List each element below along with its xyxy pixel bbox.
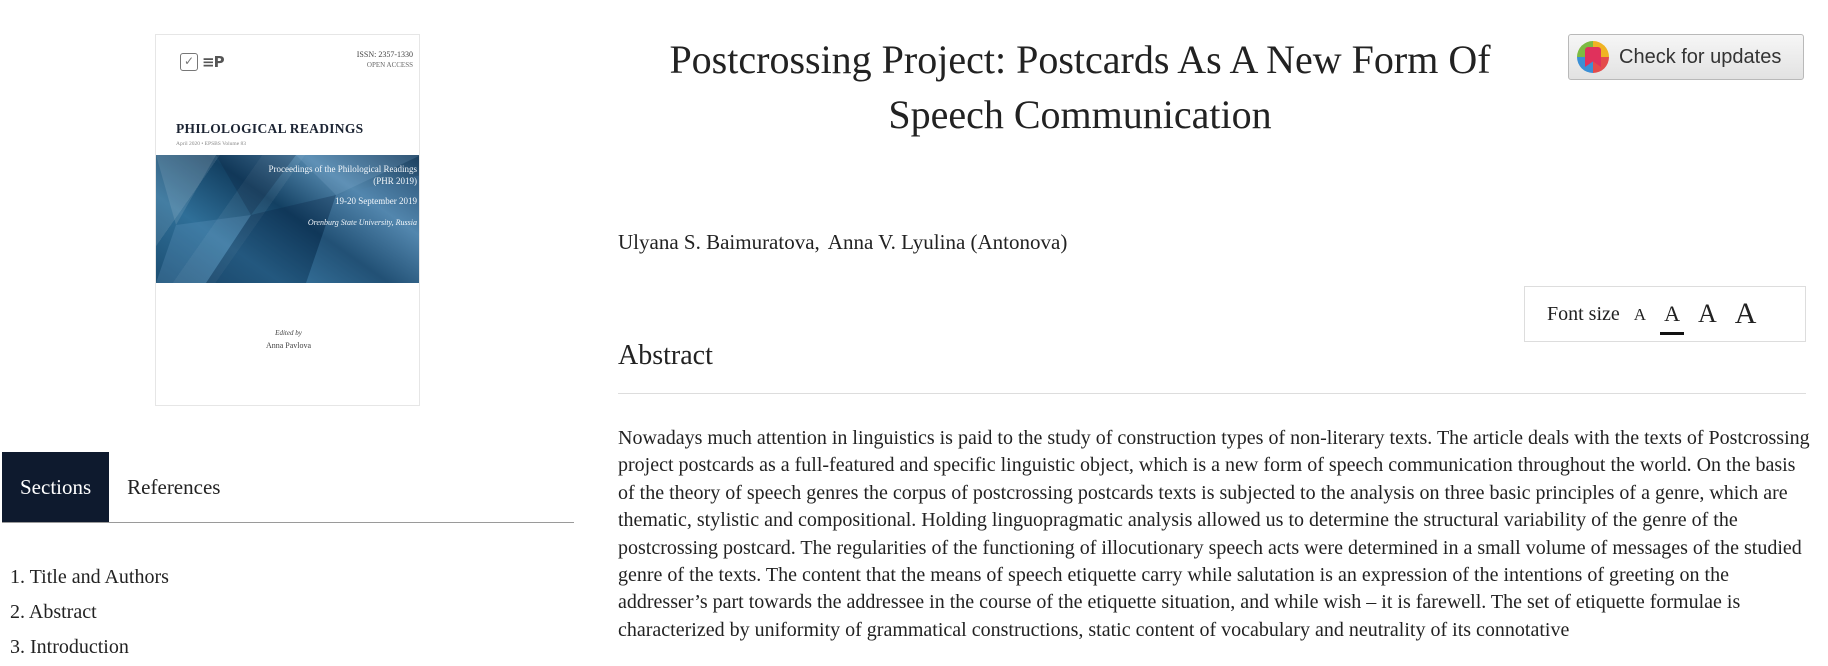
ep-logo-icon: ≡P [202,53,224,71]
cover-dates: 19-20 September 2019 [335,196,417,206]
cover-proceedings-line1: Proceedings of the Philological Readings [268,164,417,174]
author-link[interactable]: Ulyana S. Baimuratova, [618,230,820,254]
publisher-logo [180,53,224,71]
cover-journal-subline: April 2020 • EPSBS Volume 83 [176,141,247,147]
article-title: Postcrossing Project: Postcards As A New Form Of Speech Communication [669,37,1491,137]
cover-editor: Anna Pavlova [265,341,312,350]
toc-item-title-and-authors[interactable]: 1. Title and Authors [10,566,169,588]
tab-sections[interactable]: Sections [2,452,109,522]
check-for-updates-label: Check for updates [1619,45,1782,68]
cover-issn: ISSN: 2357-1330 [356,50,413,59]
table-of-contents [10,560,169,665]
toc-item-abstract[interactable]: 2. Abstract [10,601,97,623]
check-for-updates-button[interactable] [1568,34,1804,80]
cover-edited-by: Edited by [275,329,302,337]
cover-image-band [156,155,420,283]
author-link[interactable]: Anna V. Lyulina (Antonova) [827,230,1068,254]
abstract-text: Nowadays much attention in linguistics is paid to the study of construction types of non-literary texts. The article deals with the texts of Postcrossing project postcards as a full-featured and specific linguistic object, which is a new form of speech communication throughout the world. On the basis of the theory of speech genres the corpus of postcrossing postcards texts is subjected to the analysis on three basic principles of a genre, which are thematic, stylistic and compositional. Holding linguopragmatic analysis allowed us to determine the structural variability of the genre of the postcrossing postcard. The regularities of the functioning of illocutionary speech acts were determined in a small volume of messages of the studied genre of the texts. The content that the means of speech etiquette carry while salutation is an expression of the intentions of greeting on the addresser’s part towards the addressee in the course of the etiquette situation, and while wish – it is farewell. The set of etiquette formulae is characterized by uniformity of grammatical constructions, static content of vocabulary and neutrality of its connotative [618,427,1810,641]
font-size-large-button[interactable]: A [1697,299,1717,328]
toc-item-introduction[interactable]: 3. Introduction [10,636,129,658]
font-size-control [1524,286,1806,342]
cover-open-access: OPEN ACCESS [366,61,413,69]
crossmark-icon [1577,41,1609,73]
cover-journal-title: PHILOLOGICAL READINGS [176,121,364,136]
font-size-normal-button[interactable]: A [1664,301,1680,326]
book-cover[interactable] [155,34,420,406]
font-size-xlarge-button[interactable]: A [1734,297,1757,330]
abstract-heading: Abstract [618,340,713,371]
cover-issn-block [357,50,413,70]
checkbox-logo-icon: ✓ [180,53,198,71]
cover-proceedings [269,163,417,187]
tab-references[interactable]: References [127,475,221,499]
sidebar-tabs [2,452,574,523]
cover-venue: Orenburg State University, Russia [307,218,417,227]
section-divider [618,393,1806,394]
font-size-small-button[interactable]: A [1633,304,1647,324]
cover-proceedings-line2: (PHR 2019) [373,176,417,186]
author-list [618,230,1067,255]
font-size-label: Font size [1547,302,1620,325]
